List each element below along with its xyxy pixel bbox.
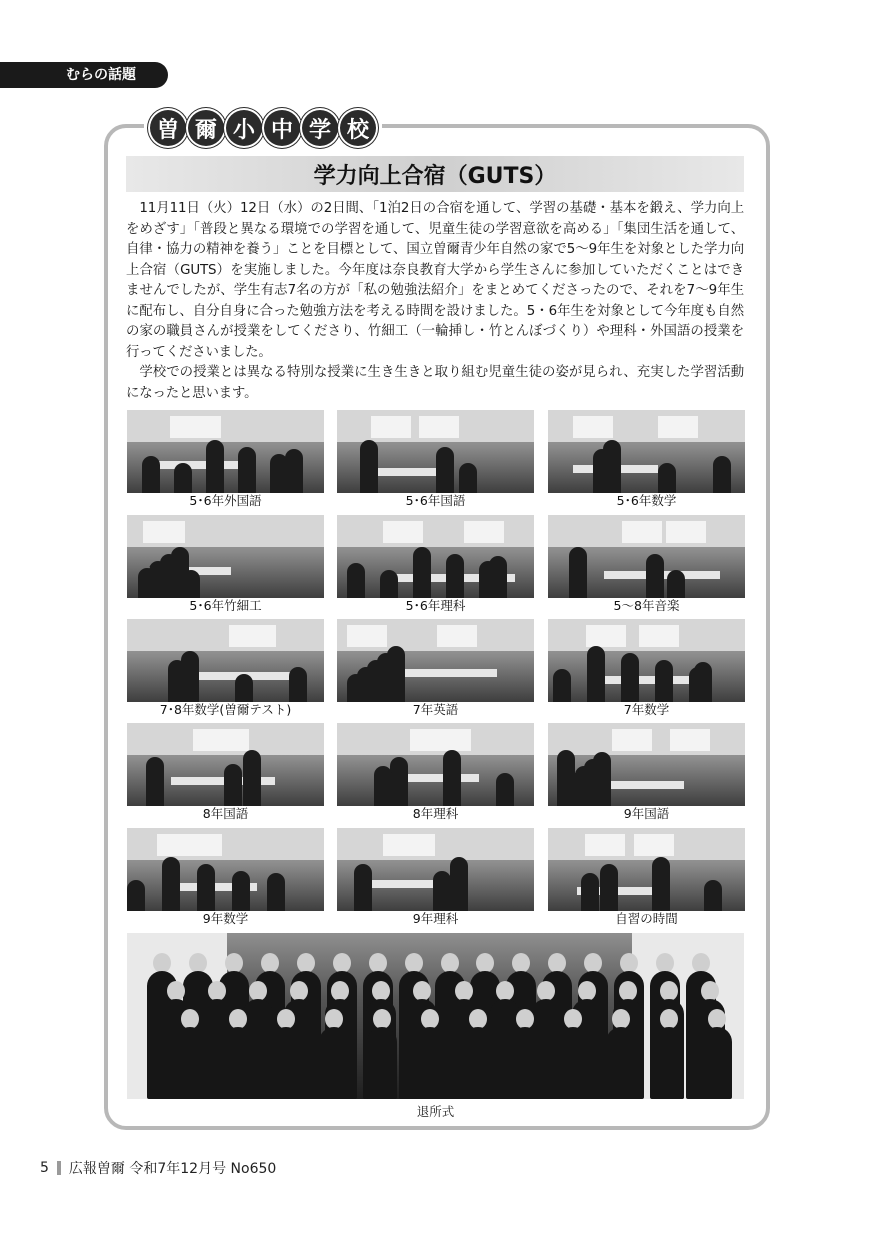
school-title-char: 校 (340, 110, 376, 146)
group-photo-caption: 退所式 (416, 1104, 455, 1119)
school-title-char: 中 (264, 110, 300, 146)
divider-bar (57, 1161, 61, 1175)
photo-caption: 7年英語 (412, 702, 459, 717)
activity-photo (127, 723, 324, 806)
activity-photo (548, 828, 745, 911)
article-headline: 学力向上合宿（GUTS） (126, 156, 744, 192)
photo-caption: 5･6年外国語 (189, 493, 262, 508)
school-title-char: 爾 (188, 110, 224, 146)
photo-caption: 8年理科 (412, 806, 459, 821)
page-number: 5 (40, 1160, 49, 1176)
photo-caption: 7･8年数学(曽爾テスト) (159, 702, 292, 717)
activity-photo (337, 828, 534, 911)
publication-name: 広報曽爾 令和7年12月号 No650 (68, 1161, 277, 1177)
school-title-char: 学 (302, 110, 338, 146)
activity-photo (337, 515, 534, 598)
article-body (126, 199, 744, 404)
photo-caption: 自習の時間 (615, 911, 678, 926)
activity-photo (548, 515, 745, 598)
activity-photo (337, 619, 534, 702)
photo-caption: 9年数学 (202, 911, 249, 926)
photo-caption: 5･6年理科 (405, 598, 466, 613)
activity-photo (127, 410, 324, 493)
activity-photo (337, 410, 534, 493)
photo-caption: 5～8年音楽 (613, 598, 680, 613)
photo-caption: 7年数学 (623, 702, 670, 717)
group-photo (127, 933, 744, 1099)
activity-photo (127, 619, 324, 702)
photo-caption: 5･6年数学 (616, 493, 677, 508)
activity-photo (127, 515, 324, 598)
photo-caption: 8年国語 (202, 806, 249, 821)
activity-photo (548, 410, 745, 493)
page-footer (40, 1158, 276, 1178)
activity-photo (548, 723, 745, 806)
photo-caption: 9年理科 (412, 911, 459, 926)
activity-photo (548, 619, 745, 702)
photo-caption: 9年国語 (623, 806, 670, 821)
photo-caption: 5･6年国語 (405, 493, 466, 508)
body-paragraph: 学校での授業とは異なる特別な授業に生き生きと取り組む児童生徒の姿が見られ、充実した学習活動になったと思います。 (126, 365, 744, 401)
body-paragraph: 11月11日（火）12日（水）の2日間、「1泊2日の合宿を通して、学習の基礎・基本を鍛え、学力向上をめざす」「普段と異なる環境での学習を通して、児童生徒の学習意欲を高める」「集団生活を通して、自律・協力の精神を養う」ことを目標として、国立曽爾青少年自然の家で5～9年生を対象とした学力向上合宿（GUTS）を実施しました。今年度は奈良教育大学から学生さんに参加していただくことはできませんでしたが、学生有志7名の方が「私の勉強法紹介」をまとめてくださったので、それを7～9年生に配布し、自分自身に合った勉強方法を考える時間を設けました。5・6年生を対象として今年度も自然の家の職員さんが授業をしてくださり、竹細工（一輪挿し・竹とんぼづくり）や理科・外国語の授業を行ってくださいました。 (126, 201, 744, 360)
school-title-char: 曽 (150, 110, 186, 146)
photo-caption: 5･6年竹細工 (189, 598, 262, 613)
school-title-char: 小 (226, 110, 262, 146)
school-title (144, 106, 382, 150)
section-tab: むらの話題 (0, 62, 168, 88)
activity-photo (337, 723, 534, 806)
activity-photo (127, 828, 324, 911)
